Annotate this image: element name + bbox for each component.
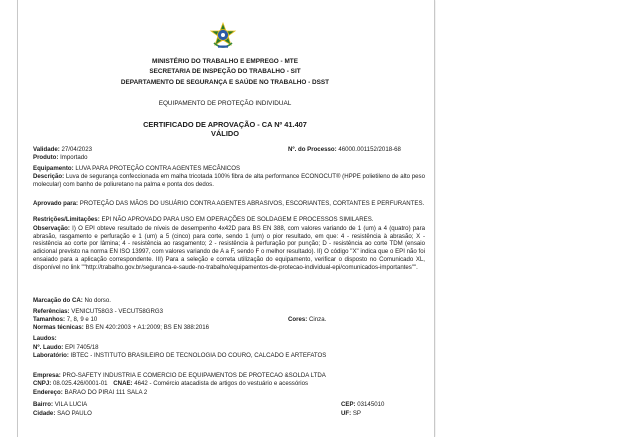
normas-row — [33, 324, 209, 332]
laboratorio-value: IBTEC - INSTITUTO BRASILEIRO DE TECNOLOGIA DO COURO, CALCADO E ARTEFATOS — [70, 352, 327, 359]
brazil-coat-of-arms-icon — [208, 22, 238, 52]
empresa-row — [33, 372, 326, 380]
empresa-label: Empresa: — [33, 372, 61, 379]
cnpj-value: 08.025.426/0001-01 — [53, 380, 108, 387]
marcacao-label: Marcação do CA: — [33, 297, 83, 304]
processo-value: 46000.001152/2018-68 — [338, 146, 401, 153]
bairro-value: VILA LUCIA — [54, 401, 88, 408]
referencias-label: Referências: — [33, 308, 70, 315]
cep-row — [341, 401, 384, 409]
cep-label: CEP: — [341, 401, 356, 408]
certificate-title: CERTIFICADO DE APROVAÇÃO - CA Nº 41.407 — [143, 120, 307, 129]
cidade-value: SAO PAULO — [57, 410, 92, 417]
normas-value: BS EN 420:2003 + A1:2009; BS EN 388:2016 — [85, 324, 210, 331]
cores-row — [288, 316, 326, 324]
validade-row — [33, 146, 92, 154]
document-subtitle: EQUIPAMENTO DE PROTEÇÃO INDIVIDUAL — [158, 100, 292, 107]
cep-value: 03145010 — [357, 401, 385, 408]
cnae-value: 4642 - Comércio atacadista de artigos do vestuário e acessórios — [134, 380, 309, 387]
restricoes-value: EPI NÃO APROVADO PARA USO EM OPERAÇÕES DE SOLDAGEM E PROCESSOS SIMILARES. — [101, 216, 374, 223]
normas-label: Normas técnicas: — [33, 324, 84, 331]
blank-pane — [436, 0, 640, 437]
observacao-value: I) O EPI obteve resultado de níveis de desempenho 4x42D para BS EN 388, com valores variando de 1 (um) a 4 (quatro) para abrasão, rasgamento e perfuração e 1 (um) a 5 (cinco) para corte, sendo 1 (um) o pior resultado, em que: 4 - resistência à abrasão; X - resistência ao corte por lâmina; 4 - resistência ao rasgamento; 2 - resistência à perfuração por punção; D - resistência ao corte TDM (ensaio adicional previsto na norma EN ISO 13997, com valores variando de A a F, sendo F o melhor resultado). II) O código "X" indica que o EPI não foi ensaiado para a aplicação correspondente. III) Para a seleção e correta utilização do equipamento, verificar o disposto no Comunicado XL, disponível no link ""http://trabalho.gov.br/seguranca-e-saude-no-trabalho/equipamentos-de-protecao-individual-epi/comunicados-importantes"". — [33, 225, 425, 271]
marcacao-value: No dorso. — [84, 297, 111, 304]
restricoes-label: Restrições/Limitações: — [33, 216, 100, 223]
tamanhos-row — [33, 316, 97, 324]
endereco-row — [33, 389, 147, 397]
tamanhos-label: Tamanhos: — [33, 316, 66, 323]
endereco-value: BARAO DO PIRAI 111 SALA 2 — [64, 389, 148, 396]
observacao-label: Observação: — [33, 225, 70, 232]
cidade-row — [33, 410, 92, 418]
processo-row — [288, 146, 401, 154]
aprovado-label: Aprovado para: — [33, 200, 79, 207]
produto-value: Importado — [60, 154, 88, 161]
cnae-label: CNAE: — [113, 380, 133, 387]
endereco-label: Endereço: — [33, 389, 63, 396]
bairro-label: Bairro: — [33, 401, 53, 408]
tamanhos-value: 7, 8, 9 e 10 — [66, 316, 98, 323]
descricao-paragraph — [33, 173, 425, 188]
secretariat-line: SECRETARIA DE INSPEÇÃO DO TRABALHO - SIT — [149, 68, 301, 75]
equipamento-row — [33, 165, 240, 173]
referencias-row — [33, 308, 163, 316]
cores-label: Cores: — [288, 316, 308, 323]
empresa-value: PRO-SAFETY INDUSTRIA E COMERCIO DE EQUIPAMENTOS DE PROTECAO &SOLDA LTDA — [62, 372, 326, 379]
uf-row — [341, 410, 361, 418]
bairro-row — [33, 401, 87, 409]
observacao-paragraph — [33, 225, 425, 271]
cnpj-row — [33, 380, 308, 388]
equipamento-label: Equipamento: — [33, 165, 74, 172]
marcacao-row — [33, 297, 111, 305]
laboratorio-label: Laboratório: — [33, 352, 69, 359]
processo-label: Nº. do Processo: — [288, 146, 337, 153]
laboratorio-row — [33, 352, 326, 360]
laudo-label: Nº. Laudo: — [33, 344, 64, 351]
aprovado-paragraph — [33, 200, 425, 208]
department-line: DEPARTAMENTO DE SEGURANÇA E SAÚDE NO TRABALHO - DSST — [120, 79, 330, 86]
laudos-label: Laudos: — [33, 335, 57, 342]
aprovado-value: PROTEÇÃO DAS MÃOS DO USUÁRIO CONTRA AGENTES ABRASIVOS, ESCORIANTES, CORTANTES E PERFURANTES. — [79, 200, 425, 207]
equipamento-value: LUVA PARA PROTEÇÃO CONTRA AGENTES MECÂNICOS — [75, 165, 241, 172]
cidade-label: Cidade: — [33, 410, 56, 417]
descricao-value: Luva de segurança confeccionada em malha tricotada 100% fibra de alta performance ECONOCUT® (HPPE polietileno de alto peso molecular) com banho de poliuretano na palma e ponta dos dedos. — [33, 173, 425, 188]
laudo-value: EPI 7405/18 — [65, 344, 99, 351]
cnpj-label: CNPJ: — [33, 380, 52, 387]
certificate-status: VÁLIDO — [211, 129, 239, 138]
laudo-row — [33, 344, 99, 352]
restricoes-row — [33, 216, 373, 224]
produto-label: Produto: — [33, 154, 59, 161]
laudos-row — [33, 335, 57, 343]
descricao-label: Descrição: — [33, 173, 65, 180]
referencias-value: VENICUT58G3 - VECUT58GRG3 — [71, 308, 164, 315]
ministry-line: MINISTÉRIO DO TRABALHO E EMPREGO - MTE — [152, 58, 298, 65]
validade-value: 27/04/2023 — [61, 146, 92, 153]
uf-label: UF: — [341, 410, 352, 417]
produto-row — [33, 154, 88, 162]
validade-label: Validade: — [33, 146, 60, 153]
cores-value: Cinza. — [309, 316, 327, 323]
uf-value: SP — [352, 410, 361, 417]
